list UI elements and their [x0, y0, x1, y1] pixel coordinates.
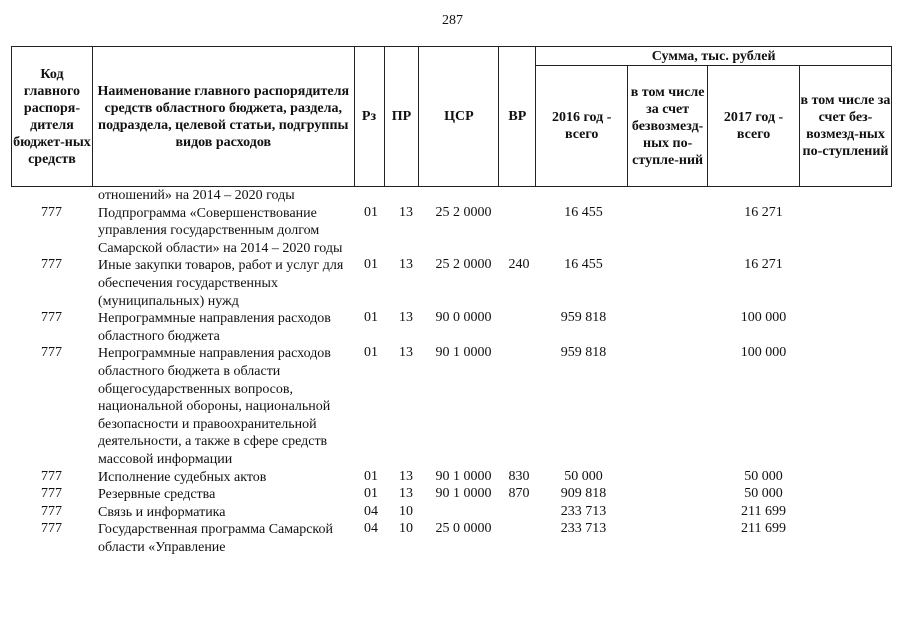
- cell-2017: 211 699: [741, 521, 786, 537]
- header-rz: Рз: [354, 47, 384, 187]
- table-row: [11, 187, 295, 205]
- cell-name: Непрограммные направления расходов областного бюджета: [98, 311, 331, 344]
- cell-kod: 777: [41, 310, 62, 326]
- cell-rz: 01: [364, 468, 378, 484]
- cell-2017: 16 271: [744, 204, 783, 220]
- cell-kod: 777: [41, 486, 62, 502]
- cell-rz: 04: [364, 503, 378, 519]
- cell-rz: 01: [364, 486, 378, 502]
- cell-2016: 233 713: [560, 521, 607, 537]
- table-row: [11, 486, 783, 504]
- cell-name: отношений» на 2014 – 2020 годы: [98, 188, 295, 203]
- cell-csr: 90 1 0000: [435, 345, 492, 361]
- cell-rz: 01: [364, 204, 378, 220]
- header-2016-total: 2016 год - всего: [536, 66, 628, 187]
- cell-csr: 90 0 0000: [435, 310, 492, 326]
- cell-csr: 90 1 0000: [435, 486, 492, 502]
- table-row: [11, 521, 786, 556]
- cell-pr: 10: [399, 503, 413, 519]
- cell-rz: 01: [364, 257, 378, 273]
- table-row: [11, 503, 786, 522]
- cell-2017: 16 271: [744, 257, 783, 273]
- header-sum: Сумма, тыс. рублей: [536, 47, 892, 66]
- cell-kod: 777: [41, 521, 62, 537]
- table-row: [11, 257, 783, 310]
- cell-vr: 830: [508, 468, 530, 484]
- cell-name: Государственная программа Самарской области «Управление: [98, 522, 334, 555]
- cell-2016: 909 818: [560, 486, 607, 502]
- cell-csr: 25 0 0000: [435, 521, 492, 537]
- cell-pr: 13: [399, 345, 413, 361]
- header-2016-free: в том числе за счет безвозмезд-ных по-ступле-ний: [628, 66, 708, 187]
- cell-2016: 50 000: [564, 468, 603, 484]
- cell-pr: 13: [399, 310, 413, 326]
- cell-kod: 777: [41, 257, 62, 273]
- cell-2017: 100 000: [740, 310, 787, 326]
- header-2017-free: в том числе за счет без-возмезд-ных по-ступлений: [799, 66, 891, 187]
- cell-name: Подпрограмма «Совершенствование управления государственным долгом Самарской области» на 2014 – 2020 годы: [98, 205, 343, 256]
- cell-pr: 13: [399, 204, 413, 220]
- cell-2017: 211 699: [741, 503, 786, 519]
- cell-2016: 16 455: [564, 257, 603, 273]
- cell-name: Исполнение судебных актов: [98, 469, 267, 485]
- cell-rz: 01: [364, 345, 378, 361]
- header-name: Наименование главного распорядителя средств областного бюджета, раздела, подраздела, целевой статьи, подгруппы видов расходов: [92, 47, 354, 187]
- table-header: [11, 46, 892, 187]
- cell-csr: 90 1 0000: [435, 468, 492, 484]
- cell-name: Иные закупки товаров, работ и услуг для обеспечения государственных (муниципальных) нужд: [98, 258, 344, 309]
- cell-2016: 16 455: [564, 204, 603, 220]
- cell-pr: 13: [399, 257, 413, 273]
- table-body: [11, 187, 787, 556]
- cell-2016: 959 818: [560, 345, 607, 361]
- cell-pr: 10: [399, 521, 413, 537]
- table-row: [11, 345, 787, 468]
- cell-csr: 25 2 0000: [435, 257, 492, 273]
- cell-2017: 50 000: [744, 468, 783, 484]
- header-csr: ЦСР: [419, 47, 499, 187]
- cell-2017: 50 000: [744, 486, 783, 502]
- cell-2016: 233 713: [560, 503, 607, 519]
- table-row: [11, 310, 787, 345]
- cell-kod: 777: [41, 345, 62, 361]
- cell-name: Непрограммные направления расходов областного бюджета в области общегосударственных вопросов, национальной обороны, национальной безопасности и правоохранительной деятельности, а также в сфере средств массовой информации: [98, 346, 331, 467]
- header-vr: ВР: [499, 47, 536, 187]
- cell-2017: 100 000: [740, 345, 787, 361]
- cell-rz: 04: [364, 521, 378, 537]
- cell-pr: 13: [399, 486, 413, 502]
- cell-name: Связь и информатика: [98, 504, 226, 520]
- page-number: 287: [442, 13, 463, 28]
- cell-csr: 25 2 0000: [435, 204, 492, 220]
- cell-kod: 777: [41, 468, 62, 484]
- header-2017-total: 2017 год - всего: [708, 66, 800, 187]
- table-row: [11, 204, 783, 258]
- cell-rz: 01: [364, 310, 378, 326]
- cell-pr: 13: [399, 468, 413, 484]
- header-kod: Код главного распоря-дителя бюджет-ных средств: [12, 47, 93, 187]
- cell-vr: 240: [508, 257, 530, 273]
- cell-vr: 870: [508, 486, 530, 502]
- cell-kod: 777: [41, 204, 62, 220]
- table-row: [11, 468, 783, 487]
- header-pr: ПР: [384, 47, 419, 187]
- cell-name: Резервные средства: [98, 487, 216, 503]
- cell-2016: 959 818: [560, 310, 607, 326]
- cell-kod: 777: [41, 503, 62, 519]
